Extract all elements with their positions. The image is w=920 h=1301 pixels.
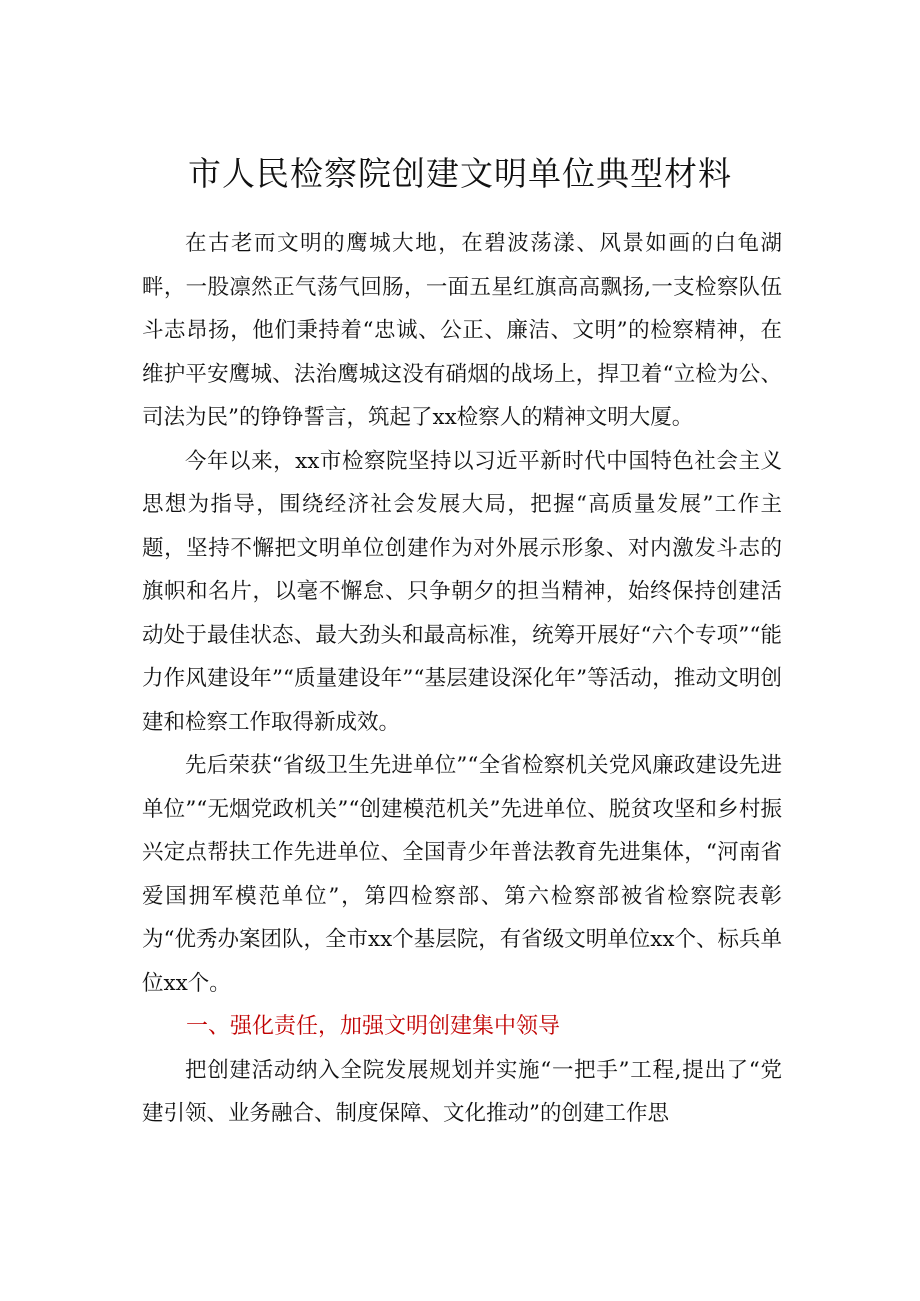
document-title: 市人民检察院创建文明单位典型材料	[188, 154, 732, 193]
paragraph-section-one: 把创建活动纳入全院发展规划并实施“一把手”工程,提出了“党建引领、业务融合、制度保障、文化推动”的创建工作思	[142, 1057, 782, 1126]
document-body	[142, 222, 782, 1136]
paragraph-honors: 先后荣获“省级卫生先进单位”“全省检察机关党风廉政建设先进单位”“无烟党政机关”“创建模范机关”先进单位、脱贫攻坚和乡村振兴定点帮扶工作先进单位、全国青少年普法教育先进集体，“河南省爱国拥军模范单位”，第四检察部、第六检察部被省检察院表彰为“优秀办案团队，全市xx个基层院，有省级文明单位xx个、标兵单位xx个。	[142, 753, 782, 996]
paragraph-overview: 今年以来，xx市检察院坚持以习近平新时代中国特色社会主义思想为指导，围绕经济社会发展大局，把握“高质量发展”工作主题，坚持不懈把文明单位创建作为对外展示形象、对内激发斗志的旗帜和名片，以毫不懈怠、只争朝夕的担当精神，始终保持创建活动处于最佳状态、最大劲头和最高标准，统筹开展好“六个专项”“能力作风建设年”“质量建设年”“基层建设深化年”等活动，推动文明创建和检察工作取得新成效。	[142, 448, 782, 735]
section-heading: 一、强化责任，加强文明创建集中领导	[186, 1014, 561, 1039]
paragraph-intro: 在古老而文明的鹰城大地，在碧波荡漾、风景如画的白龟湖畔，一股凛然正气荡气回肠，一面五星红旗高高飘扬,一支检察队伍斗志昂扬，他们秉持着“忠诚、公正、廉洁、文明”的检察精神，在维护平安鹰城、法治鹰城这没有硝烟的战场上，捍卫着“立检为公、司法为民”的铮铮誓言，筑起了xx检察人的精神文明大厦。	[142, 231, 782, 430]
